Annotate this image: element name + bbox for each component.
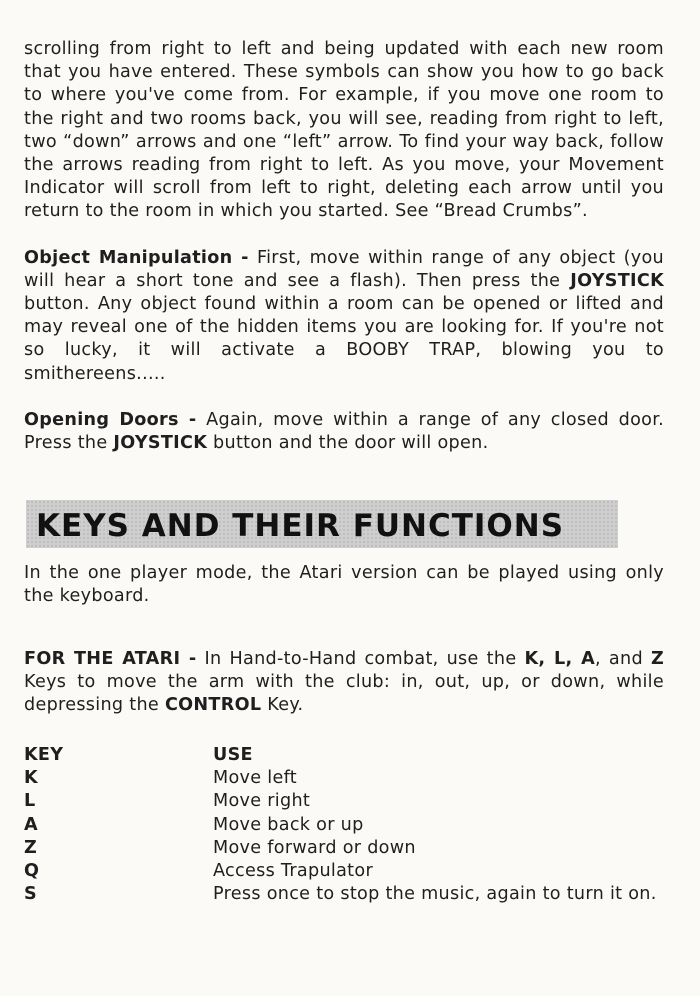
- atari-sep-2: ,: [565, 649, 582, 669]
- key-column-header: KEY: [24, 745, 64, 765]
- atari-text-3: Keys to move the arm with the club: in, out, up, or down, while depressing the: [24, 672, 664, 716]
- key-table: [24, 744, 664, 906]
- key-table-header: [24, 744, 664, 767]
- use-cell: Move forward or down: [213, 837, 416, 858]
- atari-text-2: , and: [594, 649, 651, 669]
- key-cell: Q: [24, 861, 40, 882]
- object-text-1: First, move within range of any object (you will hear a short tone and see a flash). Then press the: [24, 247, 665, 291]
- key-table-row: [24, 837, 664, 860]
- key-z-inline: Z: [650, 649, 665, 669]
- keys-heading-banner: [26, 500, 618, 548]
- key-table-row: [24, 883, 664, 906]
- use-cell: Press once to stop the music, again to turn it on.: [213, 884, 657, 905]
- opening-doors-title: Opening Doors -: [24, 409, 197, 430]
- key-table-row: [24, 790, 664, 813]
- joystick-label: JOYSTICK: [113, 433, 208, 454]
- key-table-row: [24, 860, 664, 883]
- use-cell: Move left: [213, 768, 297, 789]
- use-column-header: USE: [213, 745, 253, 765]
- atari-sep-1: ,: [538, 649, 554, 669]
- doors-text-1: Again, move within a range of any closed door. Press the: [24, 409, 665, 454]
- object-manipulation-title: Object Manipulation -: [24, 247, 249, 268]
- key-table-row: [24, 814, 664, 837]
- key-table-row: [24, 767, 664, 790]
- key-a-inline: A: [581, 649, 595, 669]
- use-cell: Move right: [213, 791, 311, 812]
- atari-text-4: Key.: [261, 695, 304, 716]
- key-cell: Z: [24, 837, 38, 858]
- key-cell: K: [24, 768, 38, 789]
- atari-paragraph: [24, 648, 664, 718]
- object-manipulation-paragraph: [24, 247, 664, 386]
- movement-paragraph: scrolling from right to left and being updated with each new room that you have entered. These symbols can show you how to go back to where you've come from. For example, if you move one room to the right and two rooms back, you will see, reading from right to left, two “down” arrows and one “left” arrow. To find your way back, follow the arrows reading from right to left. As you move, your Movement Indicator will scroll from left to right, deleting each arrow until you return to the room in which you started. See “Bread Crumbs”.: [24, 39, 664, 222]
- joystick-label: JOYSTICK: [570, 270, 664, 291]
- keys-heading: KEYS AND THEIR FUNCTIONS: [36, 508, 565, 544]
- key-cell: L: [24, 791, 36, 812]
- use-cell: Move back or up: [213, 814, 364, 835]
- opening-doors-paragraph: [24, 409, 664, 455]
- use-cell: Access Trapulator: [213, 861, 373, 882]
- atari-text-1: In Hand-to-Hand combat, use the: [196, 649, 525, 669]
- key-l-inline: L: [553, 649, 566, 669]
- keys-intro-paragraph: In the one player mode, the Atari version can be played using only the keyboard.: [24, 563, 664, 607]
- control-key-inline: CONTROL: [164, 695, 262, 716]
- object-text-2: button. Any object found within a room can be opened or lifted and may reveal one of the hidden items you are looking for. If you're not so lucky, it will activate a BOOBY TRAP, blowing you to smithereens.....: [24, 294, 664, 384]
- atari-title: FOR THE ATARI -: [24, 649, 197, 669]
- doors-text-2: button and the door will open.: [207, 433, 489, 454]
- key-cell: S: [24, 884, 37, 905]
- key-cell: A: [24, 814, 38, 835]
- page-body: [24, 38, 664, 455]
- key-k-inline: K: [524, 649, 539, 669]
